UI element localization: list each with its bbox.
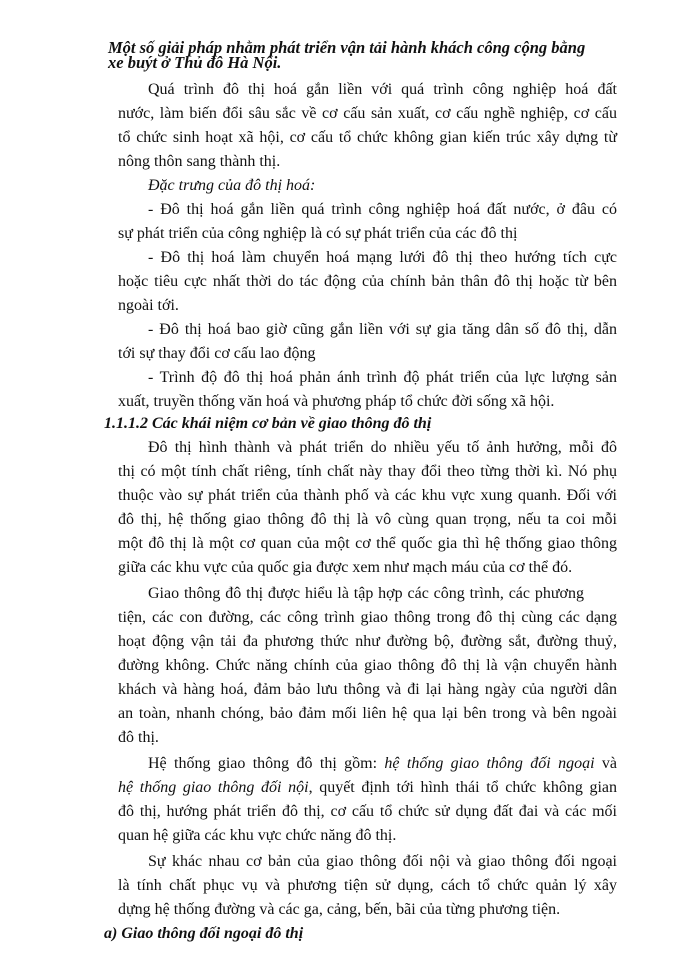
paragraph-1-line-4: nông thôn sang thành thị. <box>118 153 281 170</box>
paragraph-3-line-5: khách và hàng hoá, đảm bảo lưu thông và đi lại hàng ngày của người dân <box>118 681 617 698</box>
paragraph-1-line-2: nước, làm biến đổi sâu sắc về cơ cấu sản xuất, cơ cấu nghề nghiệp, cơ cấu <box>118 105 617 122</box>
document-header-title <box>108 40 608 70</box>
section-heading-1-1-1-2: 1.1.1.2 Các khái niệm cơ bản về giao thông đô thị <box>104 415 432 432</box>
bullet-2-line-2: hoặc tiêu cực nhất thời do tác động của chính bản thân đô thị hoặc từ bên <box>118 273 617 290</box>
bullet-4-line-2: xuất, truyền thống văn hoá và phương pháp tổ chức đời sống xã hội. <box>118 393 555 410</box>
features-subheading: Đặc trưng của đô thị hoá: <box>148 177 316 194</box>
paragraph-4-line-1 <box>148 754 617 774</box>
bullet-3-line-2: tới sự thay đổi cơ cấu lao động <box>118 345 316 362</box>
bullet-4-line-1: - Trình độ đô thị hoá phản ánh trình độ phát triển của lực lượng sản <box>148 369 617 386</box>
p4-line-2-suffix: , quyết định tới hình thái tổ chức không gian <box>308 779 618 796</box>
paragraph-4-line-3: đô thị, hướng phát triển đô thị, cơ cấu tổ chức sử dụng đất đai và các mối <box>118 803 617 820</box>
header-title-line-2: xe buýt ở Thủ đô Hà Nội. <box>108 53 282 72</box>
bullet-1-line-2: sự phát triển của công nghiệp là có sự phát triển của các đô thị <box>118 225 518 242</box>
p4-internal-traffic-term: hệ thống giao thông đối nội <box>118 779 309 796</box>
paragraph-2-line-1: Đô thị hình thành và phát triển do nhiều yếu tố ảnh hưởng, mỗi đô <box>148 439 617 456</box>
paragraph-2-line-5: một đô thị là một cơ quan của một cơ thể quốc gia thì hệ thống giao thông <box>118 535 617 552</box>
paragraph-3-line-3: hoạt động vận tải đa phương thức như đường bộ, đường sắt, đường thuỷ, <box>118 633 617 650</box>
paragraph-3-line-1: Giao thông đô thị được hiểu là tập hợp các công trình, các phương <box>148 585 584 602</box>
subsection-a-heading: a) Giao thông đối ngoại đô thị <box>104 925 304 942</box>
paragraph-1-line-1: Quá trình đô thị hoá gắn liền với quá trình công nghiệp hoá đất <box>148 81 617 98</box>
bullet-3-line-1: - Đô thị hoá bao giờ cũng gắn liền với sự gia tăng dân số đô thị, dẫn <box>148 321 617 338</box>
bullet-2-line-3: ngoài tới. <box>118 297 179 314</box>
paragraph-2-line-4: đô thị, hệ thống giao thông đô thị là vô cùng quan trọng, nếu ta coi mỗi <box>118 511 617 528</box>
p4-line-1-prefix: Hệ thống giao thông đô thị gồm: <box>148 755 385 772</box>
paragraph-4-line-2 <box>118 778 617 798</box>
paragraph-3-line-7: đô thị. <box>118 729 159 746</box>
p4-line-1-suffix: và <box>594 755 618 772</box>
paragraph-2-line-3: thuộc vào sự phát triển của thành phố và các khu vực xung quanh. Đối với <box>118 487 617 504</box>
header-title-line-1: Một số giải pháp nhằm phát triển vận tải hành khách công cộng bằng <box>108 38 586 57</box>
paragraph-2-line-6: giữa các khu vực của quốc gia được xem như mạch máu của cơ thể đó. <box>118 559 573 576</box>
paragraph-3-line-2: tiện, các con đường, các công trình giao thông trong đô thị cùng các dạng <box>118 609 617 626</box>
p4-external-traffic-term: hệ thống giao thông đối ngoại <box>384 755 595 772</box>
paragraph-4-line-4: quan hệ giữa các khu vực chức năng đô thị. <box>118 827 397 844</box>
paragraph-5-line-2: là tính chất phục vụ và phương tiện sử dụng, cách tổ chức quản lý xây <box>118 877 617 894</box>
bullet-1-line-1: - Đô thị hoá gắn liền quá trình công nghiệp hoá đất nước, ở đâu có <box>148 201 617 218</box>
bullet-2-line-1: - Đô thị hoá làm chuyển hoá mạng lưới đô thị theo hướng tích cực <box>148 249 617 266</box>
paragraph-3-line-4: đường không. Chức năng chính của giao thông đô thị là vận chuyển hành <box>118 657 617 674</box>
paragraph-5-line-3: dựng hệ thống đường và các ga, cảng, bến, bãi của từng phương tiện. <box>118 901 561 918</box>
paragraph-2-line-2: thị có một tính chất riêng, tính chất này thay đổi theo từng thời kì. Nó phụ <box>118 463 617 480</box>
paragraph-1-line-3: tổ chức sinh hoạt xã hội, cơ cấu tổ chức không gian kiến trúc xây dựng từ <box>118 129 617 146</box>
paragraph-3-line-6: an toàn, nhanh chóng, bảo đảm mối liên hệ qua lại bên trong và bên ngoài <box>118 705 617 722</box>
paragraph-5-line-1: Sự khác nhau cơ bản của giao thông đối nội và giao thông đối ngoại <box>148 853 617 870</box>
